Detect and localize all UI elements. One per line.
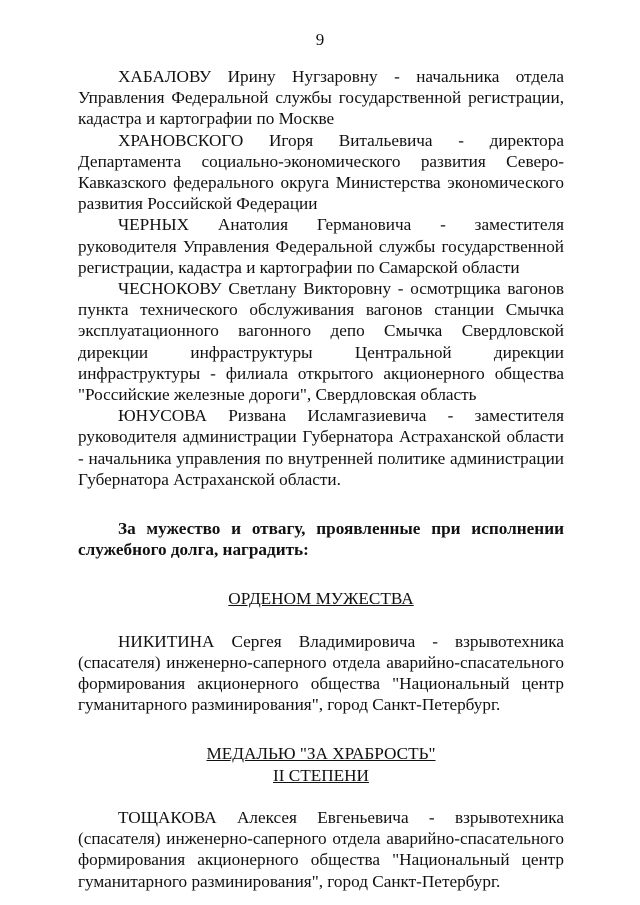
awardee-entry-toshchakov: ТОЩАКОВА Алексея Евгеньевича - взрывотехника (спасателя) инженерно-саперного отдела аварийно-спасательного формирования акционерного общества "Национальный центр гуманитарного разминирования", город Санкт-Петербург.: [78, 807, 564, 891]
spacer: [78, 715, 564, 743]
awardee-entry-yunusov: ЮНУСОВА Ризвана Исламгазиевича - заместителя руководителя администрации Губернатора Астраханской области - начальника управления по внутренней политике администрации Губернатора Астраханской области.: [78, 406, 564, 489]
spacer: [78, 560, 564, 588]
spacer: [78, 610, 564, 631]
spacer: [78, 786, 564, 807]
spacer: [78, 490, 564, 518]
award-heading-medal-bravery: МЕДАЛЬЮ "ЗА ХРАБРОСТЬ": [206, 744, 436, 764]
document-body: [78, 66, 564, 892]
page-number: 9: [315, 30, 325, 49]
awardee-entry-khranovsky: ХРАНОВСКОГО Игоря Витальевича - директора Департамента социально-экономического развития Северо-Кавказского федерального округа Министерства экономического развития Российской Федерации: [78, 130, 564, 214]
awardee-entry-chernykh: ЧЕРНЫХ Анатолия Германовича - заместителя руководителя Управления Федеральной службы государственной регистрации, кадастра и картографии по Самарской области: [78, 215, 564, 277]
awardee-entry-khabalova: ХАБАЛОВУ Ирину Нугзаровну - начальника отдела Управления Федеральной службы государственной регистрации, кадастра и картографии по Москве: [78, 67, 564, 129]
awardee-entry-chesnokova: ЧЕСНОКОВУ Светлану Викторовну - осмотрщика вагонов пункта технического обслуживания вагонов станции Смычка эксплуатационного вагонного депо Смычка Свердловской дирекции инфраструктуры Центральной дирекции инфраструктуры - филиала открытого акционерного общества "Российские железные дороги", Свердловская область: [78, 279, 564, 405]
award-heading-medal-degree: II СТЕПЕНИ: [273, 765, 369, 785]
awardee-entry-nikitin: НИКИТИНА Сергея Владимировича - взрывотехника (спасателя) инженерно-саперного отдела аварийно-спасательного формирования акционерного общества "Национальный центр гуманитарного разминирования", город Санкт-Петербург.: [78, 631, 564, 715]
decree-intro: За мужество и отвагу, проявленные при исполнении служебного долга, наградить:: [78, 519, 564, 560]
award-heading-order-courage: ОРДЕНОМ МУЖЕСТВА: [228, 589, 414, 609]
